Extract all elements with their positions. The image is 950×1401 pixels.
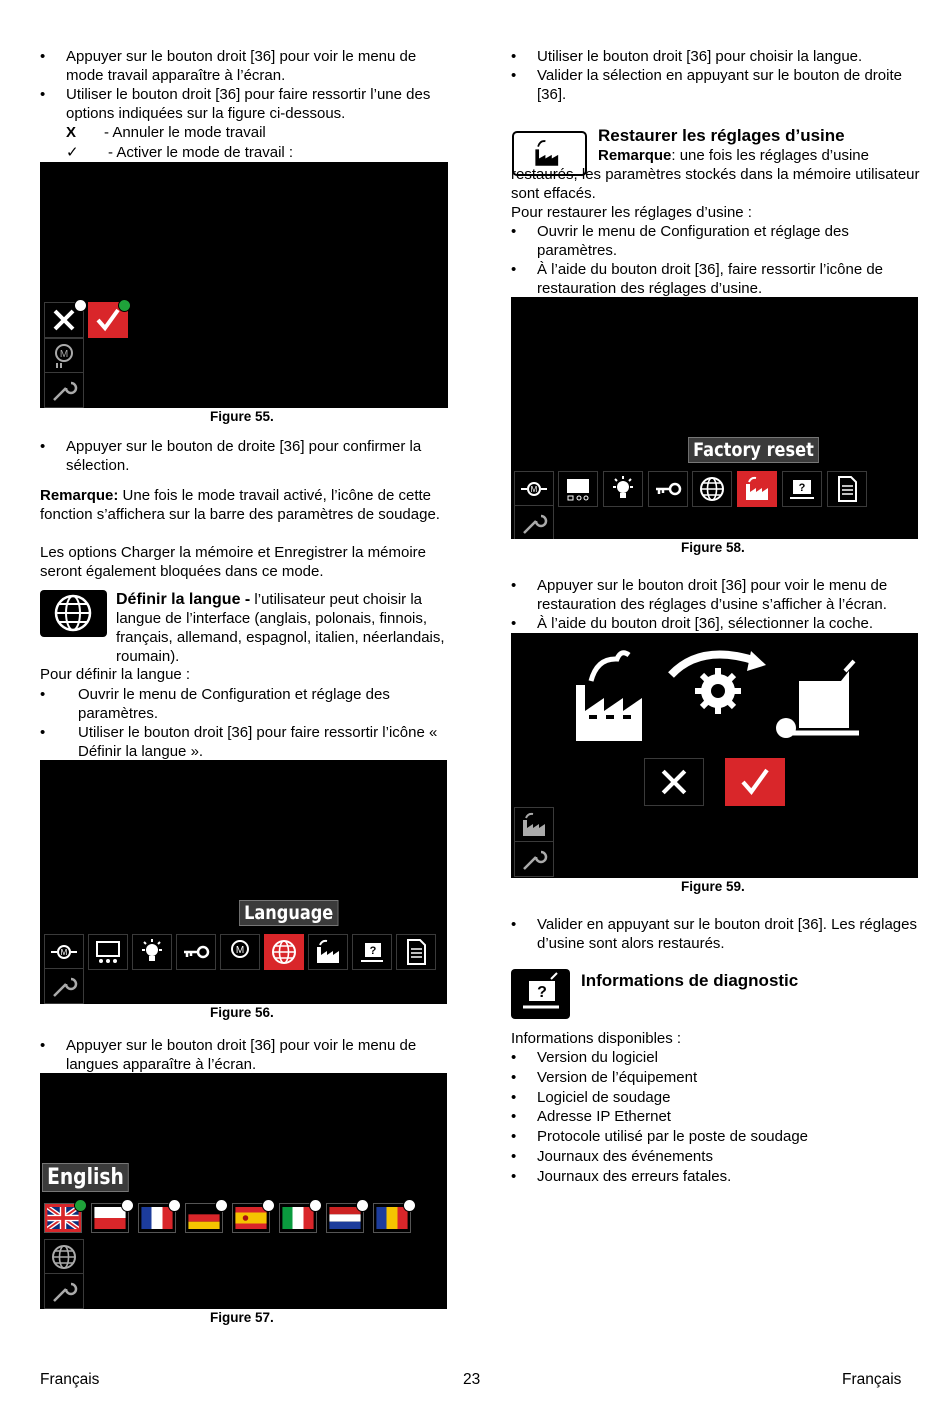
poland-flag-icon bbox=[94, 1207, 126, 1229]
option-activate: ✓ - Activer le mode de travail : bbox=[66, 144, 294, 161]
list-item: • Adresse IP Ethernet bbox=[511, 1107, 921, 1127]
document-icon bbox=[401, 937, 431, 967]
brightness-icon-box[interactable] bbox=[132, 934, 172, 970]
wrench-icon bbox=[49, 375, 79, 405]
figure-55-screen bbox=[40, 162, 448, 408]
work-mode-icon bbox=[44, 338, 84, 374]
display-icon bbox=[563, 474, 593, 504]
settings-wrench-icon-box bbox=[514, 505, 554, 539]
language-steps bbox=[40, 685, 450, 761]
svg-text:?: ? bbox=[798, 482, 806, 494]
selected-indicator bbox=[74, 1199, 87, 1212]
radio-indicator bbox=[168, 1199, 181, 1212]
svg-text:?: ? bbox=[369, 945, 377, 957]
factory-icon bbox=[519, 810, 549, 840]
figure-56-caption: Figure 56. bbox=[210, 1005, 274, 1020]
list-item: • À l’aide du bouton droit [36], sélectionner la coche. bbox=[511, 614, 921, 633]
restore-remark: Remarque: une fois les réglages d’usine restaurés, les paramètres stockés dans la mémoire utilisateur sont effacés. bbox=[511, 147, 920, 202]
factory-reset-icon-box bbox=[514, 807, 554, 843]
list-item: • Logiciel de soudage bbox=[511, 1088, 921, 1108]
diagnostics-icon-box[interactable] bbox=[352, 934, 392, 970]
diagnostics-icon bbox=[357, 937, 387, 967]
factory-reset-illustration bbox=[511, 633, 918, 878]
svg-text:M: M bbox=[59, 349, 69, 360]
list-item: • Journaux des événements bbox=[511, 1147, 921, 1167]
globe-icon bbox=[49, 1242, 79, 1272]
work-mode-icon-box[interactable] bbox=[220, 934, 260, 970]
language-section-icon bbox=[40, 590, 107, 637]
list-item: • Appuyer sur le bouton droit [36] pour voir le menu de restauration des réglages d’usine s’afficher à l’écran. bbox=[511, 576, 921, 614]
restore-steps bbox=[511, 222, 921, 298]
spain-flag-icon bbox=[235, 1207, 267, 1229]
factory-icon bbox=[313, 937, 343, 967]
check-icon bbox=[737, 764, 773, 800]
restore-confirm-steps bbox=[511, 576, 921, 633]
diagnostics-section-icon bbox=[511, 969, 570, 1019]
lightbulb-icon bbox=[137, 937, 167, 967]
globe-icon bbox=[40, 590, 107, 637]
wrench-icon bbox=[49, 971, 79, 1001]
display-icon bbox=[93, 937, 123, 967]
diagnostics-icon-box[interactable] bbox=[782, 471, 822, 507]
confirm-step bbox=[40, 437, 450, 475]
list-item: • Version du logiciel bbox=[511, 1048, 921, 1068]
figure-57-screen bbox=[40, 1073, 447, 1309]
radio-indicator bbox=[262, 1199, 275, 1212]
svg-text:?: ? bbox=[537, 984, 547, 1001]
info-icon-box[interactable] bbox=[396, 934, 436, 970]
factory-reset-icon-box[interactable] bbox=[308, 934, 348, 970]
figure-57-caption: Figure 57. bbox=[210, 1310, 274, 1325]
figure-58-screen bbox=[511, 297, 918, 539]
info-icon-box[interactable] bbox=[827, 471, 867, 507]
lock-icon-box[interactable] bbox=[176, 934, 216, 970]
brightness-icon-box[interactable] bbox=[603, 471, 643, 507]
uk-flag-icon bbox=[47, 1207, 79, 1229]
settings-wrench-icon-box bbox=[44, 1273, 84, 1309]
restore-pour: Pour restaurer les réglages d’usine : bbox=[511, 204, 752, 221]
display-config-icon-box[interactable] bbox=[88, 934, 128, 970]
italy-flag-icon bbox=[282, 1207, 314, 1229]
restore-title: Restaurer les réglages d’usine bbox=[598, 126, 845, 145]
selected-indicator bbox=[118, 299, 131, 312]
france-flag-icon bbox=[141, 1207, 173, 1229]
list-item: • Journaux des erreurs fatales. bbox=[511, 1167, 921, 1187]
language-icon-box bbox=[44, 1239, 84, 1275]
diagnostics-icon bbox=[787, 474, 817, 504]
settings-wrench-icon-box bbox=[44, 968, 84, 1004]
figure-56-screen bbox=[40, 760, 447, 1004]
language-menu-step bbox=[40, 1036, 450, 1074]
svg-text:M: M bbox=[235, 945, 245, 956]
figure-58-caption: Figure 58. bbox=[681, 540, 745, 555]
list-item: • Valider en appuyant sur le bouton droit [36]. Les réglages d’usine sont alors restaurés. bbox=[511, 915, 921, 953]
language-tooltip: Language bbox=[239, 900, 338, 926]
remark-paragraph: Remarque: Une fois le mode travail activé, l’icône de cette fonction s’affichera sur la barre des paramètres de soudage. bbox=[40, 487, 440, 523]
footer-language-right: Français bbox=[842, 1371, 902, 1388]
work-mode-steps bbox=[40, 47, 450, 123]
factory-icon bbox=[742, 474, 772, 504]
list-item: • Appuyer sur le bouton droit [36] pour voir le menu de langues apparaître à l’écran. bbox=[40, 1036, 450, 1074]
settings-wrench-icon-box bbox=[514, 841, 554, 877]
list-item: • À l’aide du bouton droit [36], faire ressortir l’icône de restauration des réglages d’usine. bbox=[511, 260, 921, 298]
page-number: 23 bbox=[463, 1371, 481, 1388]
list-item: • Appuyer sur le bouton droit [36] pour voir le menu de mode travail apparaître à l’écran. bbox=[40, 47, 450, 85]
option-cancel: X - Annuler le mode travail bbox=[66, 124, 266, 141]
display-config-icon-box[interactable] bbox=[558, 471, 598, 507]
svg-text:M: M bbox=[60, 948, 68, 957]
radio-indicator bbox=[403, 1199, 416, 1212]
radio-indicator bbox=[309, 1199, 322, 1212]
cancel-reset-button[interactable] bbox=[644, 758, 704, 806]
radio-indicator bbox=[74, 299, 87, 312]
list-item: • Utiliser le bouton droit [36] pour choisir la langue. bbox=[511, 47, 921, 66]
factory-reset-icon-box[interactable] bbox=[737, 471, 777, 507]
diagnostics-title: Informations de diagnostic bbox=[581, 971, 799, 990]
language-icon-box[interactable] bbox=[264, 934, 304, 970]
globe-icon bbox=[697, 474, 727, 504]
netherlands-flag-icon bbox=[329, 1207, 361, 1229]
wrench-icon bbox=[519, 508, 549, 538]
settings-wrench-icon-box bbox=[44, 372, 84, 408]
lock-icon-box[interactable] bbox=[648, 471, 688, 507]
romania-flag-icon bbox=[376, 1207, 408, 1229]
language-icon-box[interactable] bbox=[692, 471, 732, 507]
radio-indicator bbox=[356, 1199, 369, 1212]
memory-config-icon-box[interactable] bbox=[514, 471, 554, 507]
cross-icon bbox=[656, 764, 692, 800]
globe-icon bbox=[269, 937, 299, 967]
lightbulb-icon bbox=[608, 474, 638, 504]
memory-arrows-icon bbox=[49, 937, 79, 967]
validate-step bbox=[511, 915, 921, 953]
list-item: • Utiliser le bouton droit [36] pour faire ressortir l’une des options indiquées sur la figure ci-dessous. bbox=[40, 85, 450, 123]
radio-indicator bbox=[121, 1199, 134, 1212]
diagnostics-icon bbox=[511, 969, 570, 1019]
wrench-icon bbox=[519, 844, 549, 874]
memory-config-icon-box[interactable] bbox=[44, 934, 84, 970]
remark-paragraph-2: Les options Charger la mémoire et Enregistrer la mémoire seront également bloquées dans ce mode. bbox=[40, 544, 426, 580]
key-icon bbox=[653, 474, 683, 504]
list-item: • Ouvrir le menu de Configuration et réglage des paramètres. bbox=[511, 222, 921, 260]
list-item: • Version de l’équipement bbox=[511, 1068, 921, 1088]
list-item: • Valider la sélection en appuyant sur le bouton de droite [36]. bbox=[511, 66, 921, 104]
list-item: • Appuyer sur le bouton de droite [36] pour confirmer la sélection. bbox=[40, 437, 450, 475]
figure-55-caption: Figure 55. bbox=[210, 409, 274, 424]
language-choose-steps bbox=[511, 47, 921, 104]
factory-reset-tooltip: Factory reset bbox=[688, 437, 819, 463]
list-item: • Protocole utilisé par le poste de soudage bbox=[511, 1127, 921, 1147]
radio-indicator bbox=[215, 1199, 228, 1212]
svg-text:M: M bbox=[530, 485, 538, 494]
germany-flag-icon bbox=[188, 1207, 220, 1229]
figure-59-screen bbox=[511, 633, 918, 878]
memory-m-icon bbox=[225, 937, 255, 967]
confirm-reset-button[interactable] bbox=[725, 758, 785, 806]
memory-m-icon bbox=[49, 341, 79, 371]
memory-arrows-icon bbox=[519, 474, 549, 504]
footer-language-left: Français bbox=[40, 1371, 100, 1388]
language-pour: Pour définir la langue : bbox=[40, 666, 191, 683]
list-item: • Ouvrir le menu de Configuration et réglage des paramètres. bbox=[40, 685, 450, 723]
diagnostics-list bbox=[511, 1048, 921, 1187]
figure-59-caption: Figure 59. bbox=[681, 879, 745, 894]
diagnostics-intro: Informations disponibles : bbox=[511, 1030, 682, 1047]
list-item: • Utiliser le bouton droit [36] pour faire ressortir l’icône « Définir la langue ». bbox=[40, 723, 450, 761]
document-icon bbox=[832, 474, 862, 504]
wrench-icon bbox=[49, 1276, 79, 1306]
english-tooltip: English bbox=[42, 1163, 129, 1192]
language-intro: Définir la langue - l’utilisateur peut choisir la langue de l’interface (anglais, polonais, finnois, français, allemand, espagnol, italien, néerlandais, roumain). bbox=[116, 591, 445, 665]
key-icon bbox=[181, 937, 211, 967]
